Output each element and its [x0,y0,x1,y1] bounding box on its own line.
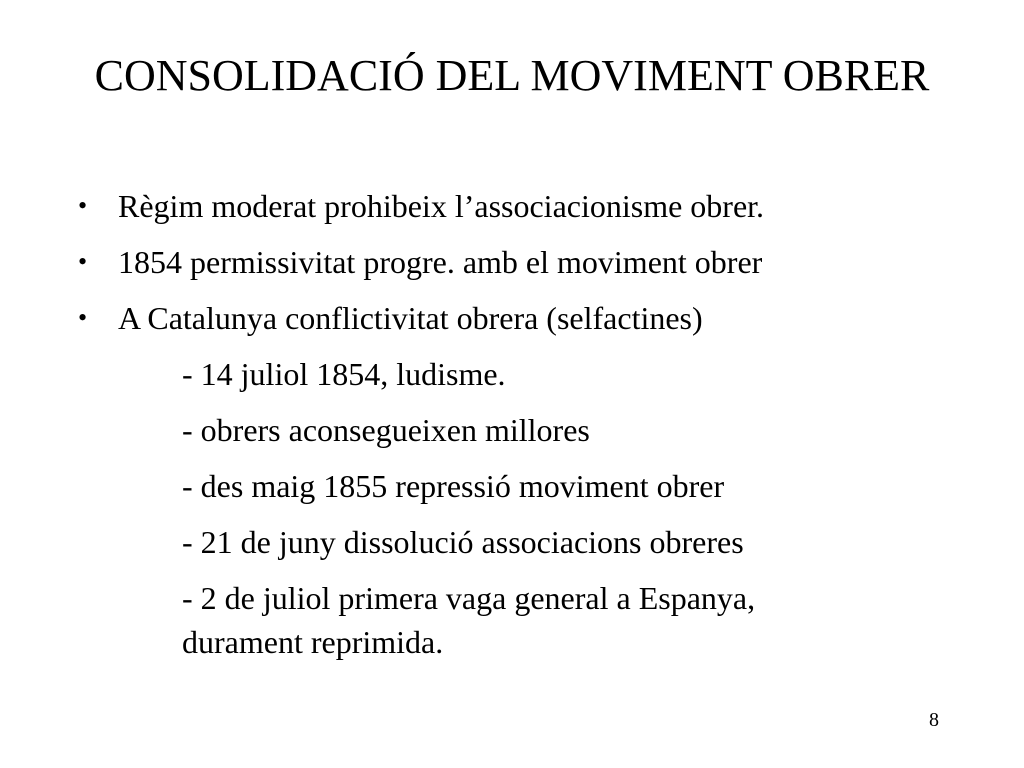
bullet-icon: • [78,303,88,332]
sub-item-multiline [182,570,942,664]
bullet-text: 1854 permissivitat progre. amb el moviment obrer [118,244,763,280]
sub-item-line: - 2 de juliol primera vaga general a Espanya, [182,580,756,616]
sub-item: - 14 juliol 1854, ludisme. [182,356,506,392]
bullet-text: A Catalunya conflictivitat obrera (selfactines) [118,300,703,336]
bullet-item [78,234,978,290]
sub-item: - obrers aconsegueixen millores [182,412,590,448]
bullet-item [78,178,978,234]
bullet-icon: • [78,191,88,220]
bullet-icon: • [78,247,88,276]
slide-body [78,178,978,664]
sub-item: - 21 de juny dissolució associacions obreres [182,524,744,560]
sub-item-line: durament reprimida. [182,624,444,660]
bullet-text: Règim moderat prohibeix l’associacionisme obrer. [118,188,765,224]
bullet-item [78,290,978,346]
slide-title: CONSOLIDACIÓ DEL MOVIMENT OBRER [94,51,930,100]
sub-item: - des maig 1855 repressió moviment obrer [182,468,725,504]
page-number: 8 [929,709,939,731]
